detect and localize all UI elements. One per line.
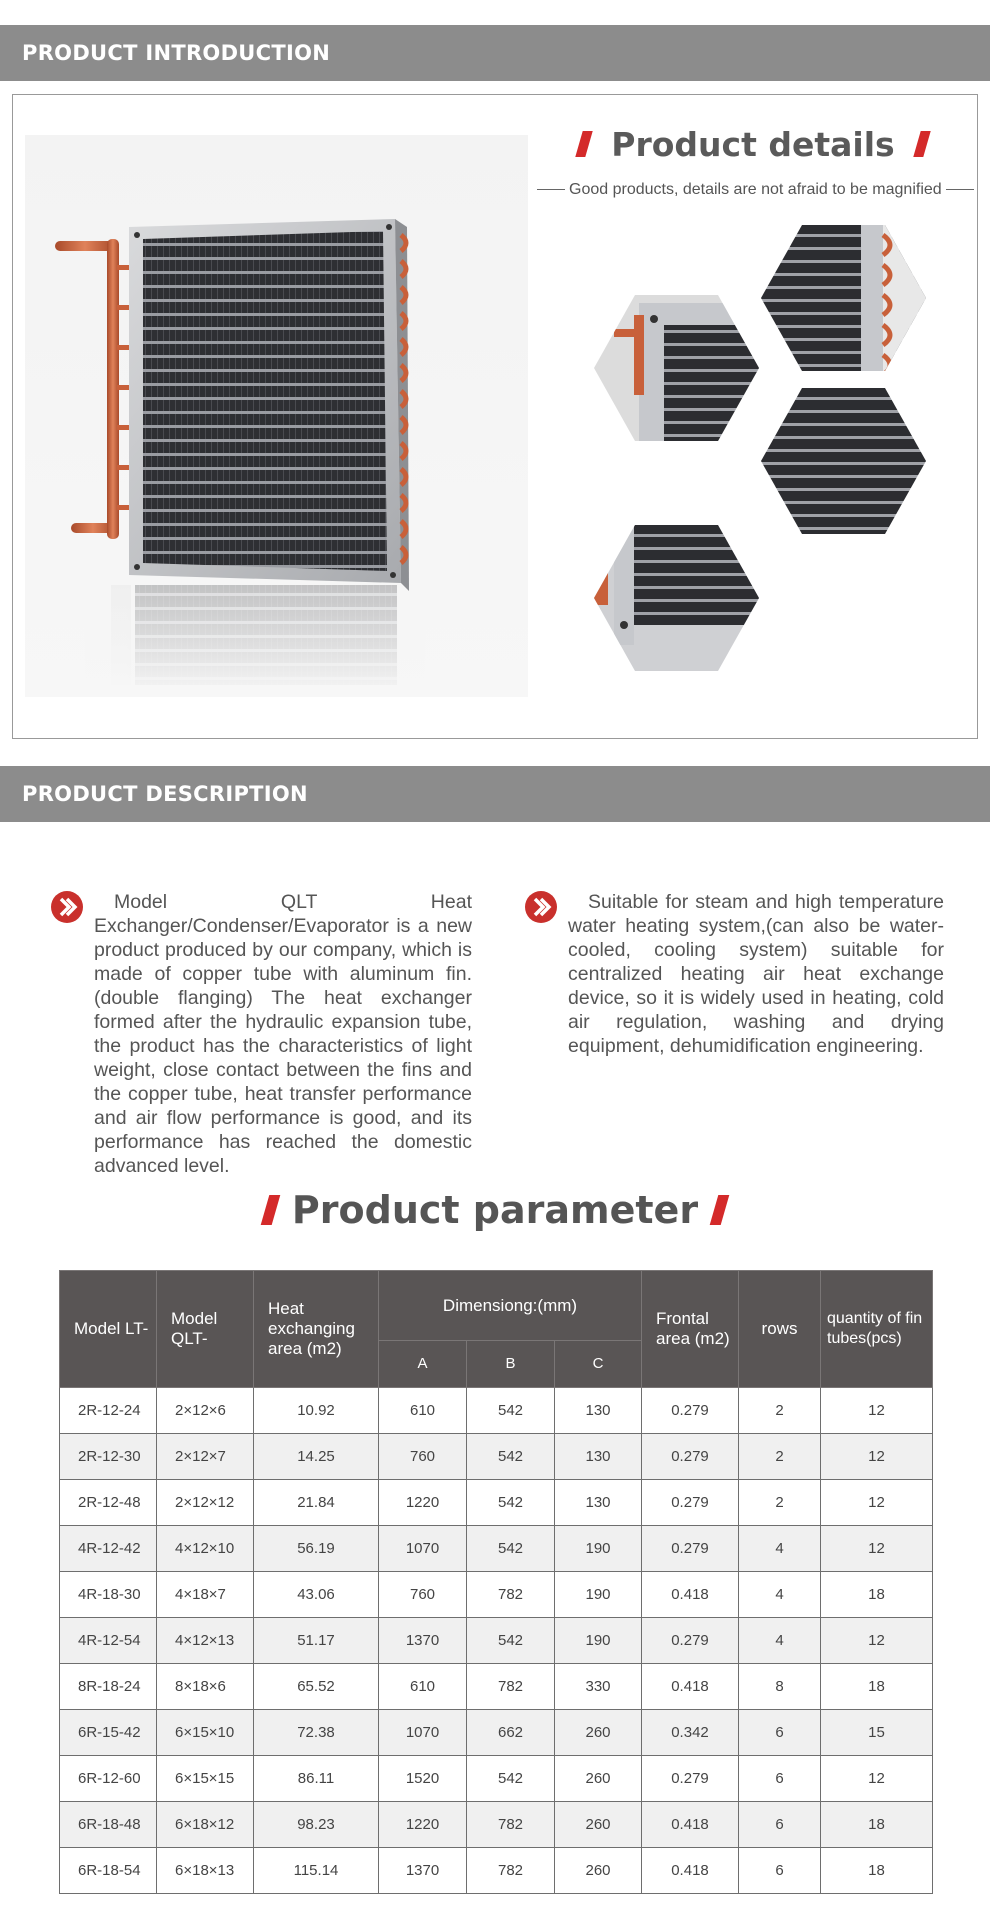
table-cell: 4 xyxy=(739,1526,821,1572)
table-cell: 260 xyxy=(555,1848,642,1894)
table-cell: 6R-12-60 xyxy=(60,1756,157,1802)
table-cell: 4×12×10 xyxy=(157,1526,254,1572)
table-row xyxy=(60,1526,933,1572)
table-cell: 2 xyxy=(739,1480,821,1526)
header-quantity: quantity of fin tubes(pcs) xyxy=(821,1271,933,1388)
table-cell: 130 xyxy=(555,1480,642,1526)
table-cell: 1370 xyxy=(379,1848,467,1894)
divider-line xyxy=(537,189,565,190)
product-parameter-heading xyxy=(0,1188,990,1232)
table-cell: 6×18×13 xyxy=(157,1848,254,1894)
table-cell: 1220 xyxy=(379,1480,467,1526)
table-cell: 760 xyxy=(379,1572,467,1618)
description-right-text: Suitable for steam and high temperature water heating system,(can also be water-cooled, cooling system) suitable for centralized heating air heat exchange device, so it is widely used in heating, cold air regulation, washing and drying equipment, dehumidification engineering. xyxy=(568,891,944,1057)
table-cell: 8×18×6 xyxy=(157,1664,254,1710)
table-cell: 130 xyxy=(555,1434,642,1480)
table-cell: 0.418 xyxy=(642,1664,739,1710)
table-cell: 542 xyxy=(467,1388,555,1434)
product-details-title: Product details xyxy=(611,125,895,164)
product-details-heading xyxy=(533,125,973,164)
table-cell: 56.19 xyxy=(254,1526,379,1572)
red-slash-decor xyxy=(913,131,930,157)
table-row xyxy=(60,1664,933,1710)
table-cell: 1520 xyxy=(379,1756,467,1802)
table-cell: 260 xyxy=(555,1756,642,1802)
table-cell: 2R-12-30 xyxy=(60,1434,157,1480)
table-cell: 6R-15-42 xyxy=(60,1710,157,1756)
table-cell: 6 xyxy=(739,1756,821,1802)
table-cell: 12 xyxy=(821,1480,933,1526)
table-cell: 610 xyxy=(379,1664,467,1710)
table-cell: 43.06 xyxy=(254,1572,379,1618)
table-cell: 782 xyxy=(467,1848,555,1894)
table-row xyxy=(60,1480,933,1526)
table-cell: 542 xyxy=(467,1480,555,1526)
table-row xyxy=(60,1434,933,1480)
table-cell: 18 xyxy=(821,1572,933,1618)
table-cell: 260 xyxy=(555,1710,642,1756)
header-model-lt: Model LT- xyxy=(60,1271,157,1388)
table-cell: 2R-12-48 xyxy=(60,1480,157,1526)
table-cell: 4R-12-54 xyxy=(60,1618,157,1664)
table-cell: 2×12×12 xyxy=(157,1480,254,1526)
divider-line xyxy=(946,189,974,190)
product-details-subtitle xyxy=(533,181,973,199)
table-cell: 662 xyxy=(467,1710,555,1756)
table-row xyxy=(60,1388,933,1434)
parameter-table xyxy=(59,1270,933,1894)
table-cell: 10.92 xyxy=(254,1388,379,1434)
table-cell: 6R-18-54 xyxy=(60,1848,157,1894)
heat-exchanger-photo xyxy=(25,135,528,697)
table-cell: 4R-12-42 xyxy=(60,1526,157,1572)
table-row xyxy=(60,1572,933,1618)
subtitle-text: Good products, details are not afraid to be magnified xyxy=(569,181,942,198)
parameter-table-body xyxy=(60,1388,933,1894)
table-cell: 8R-18-24 xyxy=(60,1664,157,1710)
hex-detail-fin-surface xyxy=(761,388,926,539)
red-slash-decor xyxy=(261,1195,281,1225)
table-cell: 21.84 xyxy=(254,1480,379,1526)
table-cell: 115.14 xyxy=(254,1848,379,1894)
table-cell: 6 xyxy=(739,1710,821,1756)
table-cell: 0.279 xyxy=(642,1618,739,1664)
table-cell: 6 xyxy=(739,1802,821,1848)
table-cell: 72.38 xyxy=(254,1710,379,1756)
table-cell: 12 xyxy=(821,1434,933,1480)
table-cell: 782 xyxy=(467,1664,555,1710)
chevron-right-icon xyxy=(524,890,558,924)
table-row xyxy=(60,1710,933,1756)
table-cell: 12 xyxy=(821,1618,933,1664)
table-cell: 51.17 xyxy=(254,1618,379,1664)
table-cell: 6×18×12 xyxy=(157,1802,254,1848)
table-cell: 4×12×13 xyxy=(157,1618,254,1664)
chevron-right-icon xyxy=(50,890,84,924)
table-cell: 2 xyxy=(739,1434,821,1480)
header-model-qlt: Model QLT- xyxy=(157,1271,254,1388)
table-cell: 2R-12-24 xyxy=(60,1388,157,1434)
table-row xyxy=(60,1618,933,1664)
table-cell: 542 xyxy=(467,1756,555,1802)
section-header-introduction: PRODUCT INTRODUCTION xyxy=(0,25,990,81)
table-cell: 6×15×10 xyxy=(157,1710,254,1756)
table-cell: 14.25 xyxy=(254,1434,379,1480)
table-cell: 18 xyxy=(821,1802,933,1848)
table-cell: 4 xyxy=(739,1572,821,1618)
table-cell: 98.23 xyxy=(254,1802,379,1848)
table-cell: 190 xyxy=(555,1526,642,1572)
table-cell: 542 xyxy=(467,1434,555,1480)
header-dim-a: A xyxy=(379,1341,467,1388)
table-cell: 8 xyxy=(739,1664,821,1710)
hex-detail-inlet-corner xyxy=(594,295,759,446)
table-cell: 12 xyxy=(821,1756,933,1802)
section-header-description: PRODUCT DESCRIPTION xyxy=(0,766,990,822)
table-cell: 2×12×7 xyxy=(157,1434,254,1480)
table-cell: 1070 xyxy=(379,1710,467,1756)
table-cell: 86.11 xyxy=(254,1756,379,1802)
product-parameter-title: Product parameter xyxy=(291,1188,699,1232)
table-cell: 1220 xyxy=(379,1802,467,1848)
table-cell: 12 xyxy=(821,1526,933,1572)
table-cell: 190 xyxy=(555,1572,642,1618)
table-cell: 4 xyxy=(739,1618,821,1664)
table-cell: 782 xyxy=(467,1802,555,1848)
table-cell: 6×15×15 xyxy=(157,1756,254,1802)
table-cell: 542 xyxy=(467,1618,555,1664)
table-cell: 190 xyxy=(555,1618,642,1664)
table-cell: 542 xyxy=(467,1526,555,1572)
table-cell: 18 xyxy=(821,1664,933,1710)
table-cell: 0.279 xyxy=(642,1480,739,1526)
hex-detail-bottom-corner xyxy=(594,525,759,676)
table-cell: 130 xyxy=(555,1388,642,1434)
table-row xyxy=(60,1848,933,1894)
table-cell: 0.418 xyxy=(642,1848,739,1894)
table-cell: 4R-18-30 xyxy=(60,1572,157,1618)
table-cell: 1370 xyxy=(379,1618,467,1664)
table-cell: 260 xyxy=(555,1802,642,1848)
table-cell: 15 xyxy=(821,1710,933,1756)
intro-frame xyxy=(12,94,978,739)
header-frontal-area: Frontal area (m2) xyxy=(642,1271,739,1388)
header-heat-area: Heat exchanging area (m2) xyxy=(254,1271,379,1388)
table-cell: 760 xyxy=(379,1434,467,1480)
table-cell: 330 xyxy=(555,1664,642,1710)
table-row xyxy=(60,1756,933,1802)
table-cell: 18 xyxy=(821,1848,933,1894)
table-cell: 782 xyxy=(467,1572,555,1618)
table-cell: 0.342 xyxy=(642,1710,739,1756)
table-cell: 610 xyxy=(379,1388,467,1434)
table-cell: 0.279 xyxy=(642,1434,739,1480)
red-slash-decor xyxy=(710,1195,730,1225)
table-cell: 0.418 xyxy=(642,1572,739,1618)
table-cell: 65.52 xyxy=(254,1664,379,1710)
table-cell: 1070 xyxy=(379,1526,467,1572)
table-cell: 0.279 xyxy=(642,1756,739,1802)
table-cell: 6 xyxy=(739,1848,821,1894)
header-dim-b: B xyxy=(467,1341,555,1388)
red-slash-decor xyxy=(576,131,593,157)
table-cell: 6R-18-48 xyxy=(60,1802,157,1848)
header-dim-c: C xyxy=(555,1341,642,1388)
table-cell: 4×18×7 xyxy=(157,1572,254,1618)
hex-detail-copper-bends xyxy=(761,225,926,376)
description-left-text: Model QLT Heat Exchanger/Condenser/Evaporator is a new product produced by our company, which is made of copper tube with aluminum fin. (double flanging) The heat exchanger formed after the hydraulic expansion tube, the product has the characteristics of light weight, close contact between the fins and the copper tube, heat transfer performance and air flow performance is good, and its performance has reached the domestic advanced level. xyxy=(94,891,472,1177)
table-row xyxy=(60,1802,933,1848)
table-cell: 0.279 xyxy=(642,1388,739,1434)
table-cell: 0.418 xyxy=(642,1802,739,1848)
table-cell: 2×12×6 xyxy=(157,1388,254,1434)
table-cell: 2 xyxy=(739,1388,821,1434)
table-cell: 12 xyxy=(821,1388,933,1434)
table-cell: 0.279 xyxy=(642,1526,739,1572)
header-dimensions: Dimensiong:(mm) xyxy=(379,1271,642,1341)
header-rows: rows xyxy=(739,1271,821,1388)
